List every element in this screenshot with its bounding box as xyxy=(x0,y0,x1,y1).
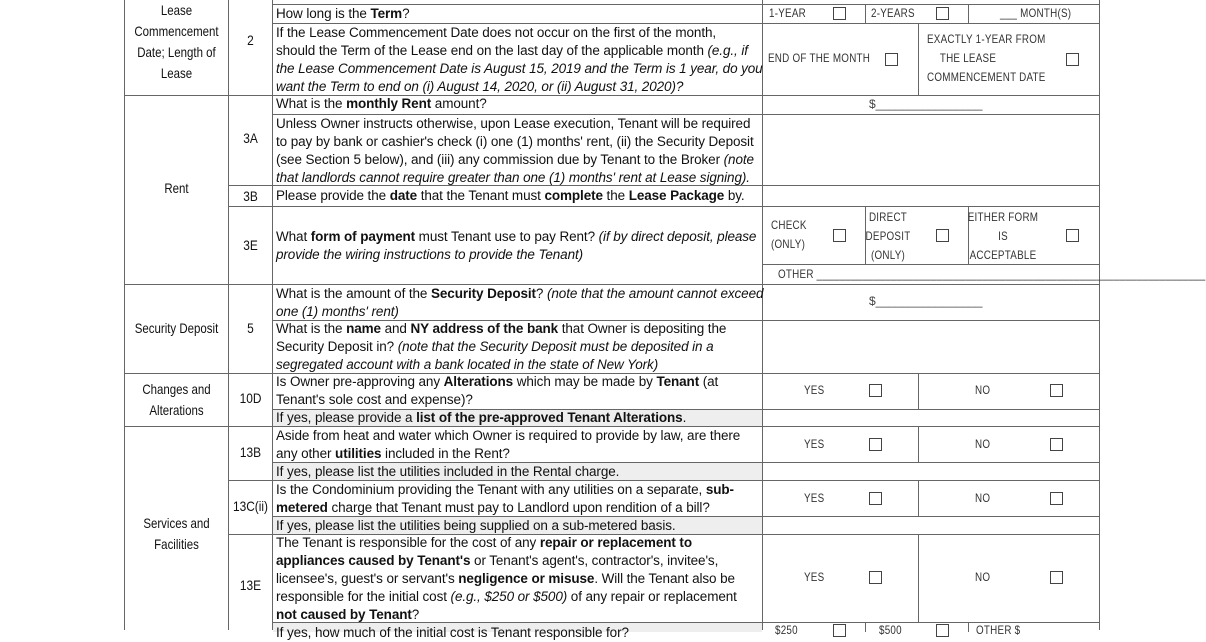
question-3b-lease-package-date xyxy=(276,187,760,205)
table-line xyxy=(229,206,1100,207)
question-line xyxy=(276,606,760,624)
option-label-line: ACCEPTABLE xyxy=(969,248,1037,262)
question-text-bold: Term xyxy=(370,6,403,21)
question-line xyxy=(276,303,760,321)
option-label-line: IS xyxy=(998,229,1008,243)
section-label-line: Security Deposit xyxy=(134,320,219,336)
checkbox-check-only[interactable] xyxy=(833,229,846,242)
question-text: by. xyxy=(724,188,745,203)
question-line xyxy=(276,169,760,187)
answer-divider xyxy=(918,534,919,622)
yes-label: YES xyxy=(804,491,825,505)
checkbox-1-year[interactable] xyxy=(833,7,846,20)
question-text: ? xyxy=(535,286,547,301)
question-text-bold: list of the pre-approved Tenant Alterations xyxy=(416,410,683,425)
row-number: 3A xyxy=(243,130,258,146)
option-label-direct-deposit xyxy=(855,208,921,265)
row-number: 13B xyxy=(239,444,262,460)
question-text: charge that Tenant must pay to Landlord upon rendition of a bill? xyxy=(327,500,710,515)
row-number: 13C(ii) xyxy=(232,498,269,514)
question-security-deposit-amount xyxy=(276,285,764,321)
question-line xyxy=(276,552,760,570)
question-text: What is the xyxy=(276,96,347,111)
question-3a-payment-at-execution xyxy=(276,115,760,187)
question-text: How long is the xyxy=(276,6,371,21)
row-number: 2 xyxy=(247,32,254,48)
answer-divider xyxy=(918,24,919,95)
section-label-line: Changes and xyxy=(142,381,211,397)
no-label: NO xyxy=(975,570,991,584)
row-number: 3E xyxy=(243,237,258,253)
answer-divider xyxy=(865,622,866,632)
question-text: should the Term of the Lease end on the last day of the applicable month xyxy=(276,43,708,58)
no-label: NO xyxy=(975,383,991,397)
question-line: Unless Owner instructs otherwise, upon Lease execution, Tenant will be required xyxy=(276,116,751,131)
row-number: 10D xyxy=(239,390,262,406)
checkbox-either-form[interactable] xyxy=(1066,229,1079,242)
question-text: any other xyxy=(276,446,336,461)
checkbox-13e-no[interactable] xyxy=(1050,571,1063,584)
option-label-500: $500 xyxy=(879,623,902,637)
question-text: (see Section 5 below), and (iii) any commission due by Tenant to the Broker xyxy=(276,152,724,167)
question-security-deposit-bank xyxy=(276,320,760,374)
question-text: What is the xyxy=(276,321,347,336)
question-note: (if by direct deposit, please xyxy=(598,229,757,244)
question-text: (at xyxy=(699,374,719,389)
section-label-line: Rent xyxy=(164,180,189,196)
question-term-end xyxy=(276,24,763,96)
answer-divider xyxy=(918,427,919,462)
answer-divider xyxy=(918,480,919,516)
question-line xyxy=(276,445,760,463)
section-label-line: Services and xyxy=(143,515,210,531)
question-note: (e.g., $250 or $500) xyxy=(450,589,568,604)
question-text-bold: complete xyxy=(544,188,603,203)
question-text-bold: metered xyxy=(276,500,328,515)
section-label-line: Alterations xyxy=(149,402,204,418)
question-text-bold: not caused by Tenant xyxy=(276,607,412,622)
question-note: provide the wiring instructions to provide the Tenant) xyxy=(276,247,584,262)
question-text: or Tenant's agent's, contractor's, invitee's, xyxy=(470,553,719,568)
question-text: licensee's, guest's or servant's xyxy=(276,571,459,586)
option-label-check xyxy=(771,216,807,254)
question-text: responsible for the initial cost xyxy=(276,589,451,604)
checkbox-direct-deposit[interactable] xyxy=(936,229,949,242)
no-label: NO xyxy=(975,437,991,451)
yes-label: YES xyxy=(804,570,825,584)
question-text-bold: date xyxy=(389,188,418,203)
question-line xyxy=(276,481,760,499)
checkbox-exact-year[interactable] xyxy=(1066,53,1079,66)
row-number: 5 xyxy=(247,320,254,336)
question-line: If yes, how much of the initial cost is Tenant responsible for? xyxy=(276,625,629,640)
question-text: Please provide the xyxy=(276,188,390,203)
section-changes-alterations xyxy=(134,379,218,421)
question-text: What is the amount of the xyxy=(276,286,431,301)
question-line xyxy=(276,228,760,246)
checkbox-end-of-month[interactable] xyxy=(885,53,898,66)
section-lease-term xyxy=(134,0,218,84)
question-term-length xyxy=(276,5,760,23)
question-line: If yes, please list the utilities included in the Rental charge. xyxy=(276,464,620,479)
checkbox-500[interactable] xyxy=(936,624,949,637)
option-label-line: (ONLY) xyxy=(771,237,806,251)
question-text: What xyxy=(276,229,311,244)
question-line: Tenant's sole cost and expense)? xyxy=(276,392,473,407)
question-text: Is the Condominium providing the Tenant with any utilities on a separate, xyxy=(276,482,706,497)
answer-security-deposit[interactable]: $________________ xyxy=(869,294,983,308)
question-note: (note that the Security Deposit must be deposited in a xyxy=(397,339,714,354)
question-text: Security Deposit in? xyxy=(276,339,398,354)
question-text: that Owner is depositing the xyxy=(558,321,727,336)
question-text: of any repair or replacement xyxy=(567,589,737,604)
option-label-line: THE LEASE xyxy=(939,51,997,65)
option-label-line: (ONLY) xyxy=(870,248,906,262)
question-text-bold: Alterations xyxy=(443,374,514,389)
answer-divider xyxy=(968,4,969,24)
question-text-bold: Lease Package xyxy=(628,188,725,203)
question-text: must Tenant use to pay Rent? xyxy=(415,229,599,244)
section-security-deposit xyxy=(134,318,218,339)
checkbox-13b-yes[interactable] xyxy=(869,438,882,451)
question-text: included in the Rent? xyxy=(381,446,510,461)
question-text-bold: sub- xyxy=(705,482,734,497)
option-label-line: EITHER FORM xyxy=(967,210,1039,224)
question-text-bold: monthly Rent xyxy=(346,96,432,111)
question-13c-submetered xyxy=(276,481,760,535)
question-line xyxy=(276,285,764,303)
answer-monthly-rent[interactable]: $________________ xyxy=(869,97,983,111)
option-label-either-form xyxy=(962,208,1044,265)
question-line xyxy=(276,570,760,588)
question-line xyxy=(276,338,760,356)
row-number: 3B xyxy=(243,188,258,204)
option-label-other-amount: OTHER $ xyxy=(976,623,1021,637)
section-label-line: Date; Length of xyxy=(137,44,216,60)
yes-label: YES xyxy=(804,383,825,397)
section-rent xyxy=(134,178,218,199)
question-line xyxy=(276,42,760,60)
checkbox-10d-no[interactable] xyxy=(1050,384,1063,397)
answer-divider xyxy=(865,4,866,24)
question-line: to pay by bank or cashier's check (i) one (1) months' rent, (ii) the Security Deposit xyxy=(276,134,754,149)
question-line xyxy=(276,151,760,169)
question-text-bold: Security Deposit xyxy=(430,286,536,301)
checkbox-10d-yes[interactable] xyxy=(869,384,882,397)
question-text-bold: form of payment xyxy=(310,229,416,244)
question-line xyxy=(276,320,760,338)
checkbox-250[interactable] xyxy=(833,624,846,637)
question-line: If the Lease Commencement Date does not occur on the first of the month, xyxy=(276,25,717,40)
no-label: NO xyxy=(975,491,991,505)
question-text-bold: appliances caused by Tenant's xyxy=(276,553,471,568)
question-text: the xyxy=(602,188,629,203)
section-label-line: Lease xyxy=(160,65,193,81)
answer-divider xyxy=(918,373,919,409)
checkbox-13c-no[interactable] xyxy=(1050,492,1063,505)
checkbox-13b-no[interactable] xyxy=(1050,438,1063,451)
question-text: . xyxy=(682,410,687,425)
section-label-line: Commencement xyxy=(134,23,219,39)
question-note: (e.g., if xyxy=(707,43,748,58)
answer-divider xyxy=(968,622,969,632)
question-text: ? xyxy=(402,6,410,21)
option-other-payment[interactable]: OTHER ____________________________________________________________________ xyxy=(778,267,1206,281)
yes-label: YES xyxy=(804,437,825,451)
question-text: . Will the Tenant also be xyxy=(594,571,735,586)
section-services-facilities xyxy=(134,513,218,555)
question-note: segregated account with a bank located in the state of New York) xyxy=(276,357,659,372)
question-note: that landlords cannot require greater than one (1) months' rent at Lease signing). xyxy=(276,170,750,185)
question-line xyxy=(276,588,760,606)
question-note: (note xyxy=(723,152,754,167)
option-label-line: DEPOSIT xyxy=(865,229,911,243)
question-line xyxy=(276,409,760,427)
option-label-line: CHECK xyxy=(771,218,807,232)
option-label-months: ___ MONTH(S) xyxy=(1000,6,1072,20)
question-10d-alterations xyxy=(276,373,760,427)
question-note: want the Term to end on (i) August 14, 2020, or (ii) August 31, 2020)? xyxy=(276,79,684,94)
question-note: the Lease Commencement Date is August 15, 2019 and the Term is 1 year, do you xyxy=(276,61,763,76)
option-label-250: $250 xyxy=(775,623,798,637)
option-label-line: COMMENCEMENT DATE xyxy=(927,70,1046,84)
question-line: Aside from heat and water which Owner is required to provide by law, are there xyxy=(276,428,741,443)
question-text-bold: repair or replacement to xyxy=(539,535,692,550)
option-label-exact-year xyxy=(927,30,1046,87)
question-text-bold: NY address of the bank xyxy=(410,321,559,336)
question-line: If yes, please list the utilities being supplied on a sub-metered basis. xyxy=(276,518,676,533)
checkbox-13e-yes[interactable] xyxy=(869,571,882,584)
question-3e-form-of-payment xyxy=(276,228,760,264)
question-line xyxy=(276,534,760,552)
question-line xyxy=(276,499,760,517)
checkbox-13c-yes[interactable] xyxy=(869,492,882,505)
question-text: Is Owner pre-approving any xyxy=(276,374,444,389)
option-label-2-years: 2-YEARS xyxy=(871,6,915,20)
question-line xyxy=(276,373,760,391)
question-13e-repairs xyxy=(276,534,760,642)
option-label-end-of-month: END OF THE MONTH xyxy=(768,51,871,65)
section-label-line: Lease xyxy=(160,2,193,18)
question-text: and xyxy=(380,321,411,336)
question-text: that the Tenant must xyxy=(417,188,545,203)
question-line xyxy=(276,246,760,264)
question-monthly-rent xyxy=(276,95,760,113)
option-label-line: DIRECT xyxy=(868,210,908,224)
question-text-bold: negligence or misuse xyxy=(458,571,595,586)
question-text-bold: name xyxy=(346,321,381,336)
row-number: 13E xyxy=(239,577,262,593)
checkbox-2-years[interactable] xyxy=(936,7,949,20)
question-text: amount? xyxy=(431,96,487,111)
question-line xyxy=(276,78,760,96)
question-note: (note that the amount cannot exceed xyxy=(546,286,764,301)
section-label-line: Facilities xyxy=(154,536,199,552)
question-line xyxy=(276,356,760,374)
question-text: which may be made by xyxy=(513,374,657,389)
question-text: ? xyxy=(411,607,420,622)
question-13b-utilities xyxy=(276,427,760,481)
option-label-1-year: 1-YEAR xyxy=(769,6,807,20)
option-label-line: EXACTLY 1-YEAR FROM xyxy=(927,32,1046,46)
question-text-bold: Tenant xyxy=(656,374,700,389)
question-line xyxy=(276,60,763,78)
question-note: one (1) months' rent) xyxy=(276,304,399,319)
question-text: The Tenant is responsible for the cost of any xyxy=(276,535,540,550)
question-text: If yes, please provide a xyxy=(276,410,417,425)
question-text-bold: utilities xyxy=(335,446,382,461)
